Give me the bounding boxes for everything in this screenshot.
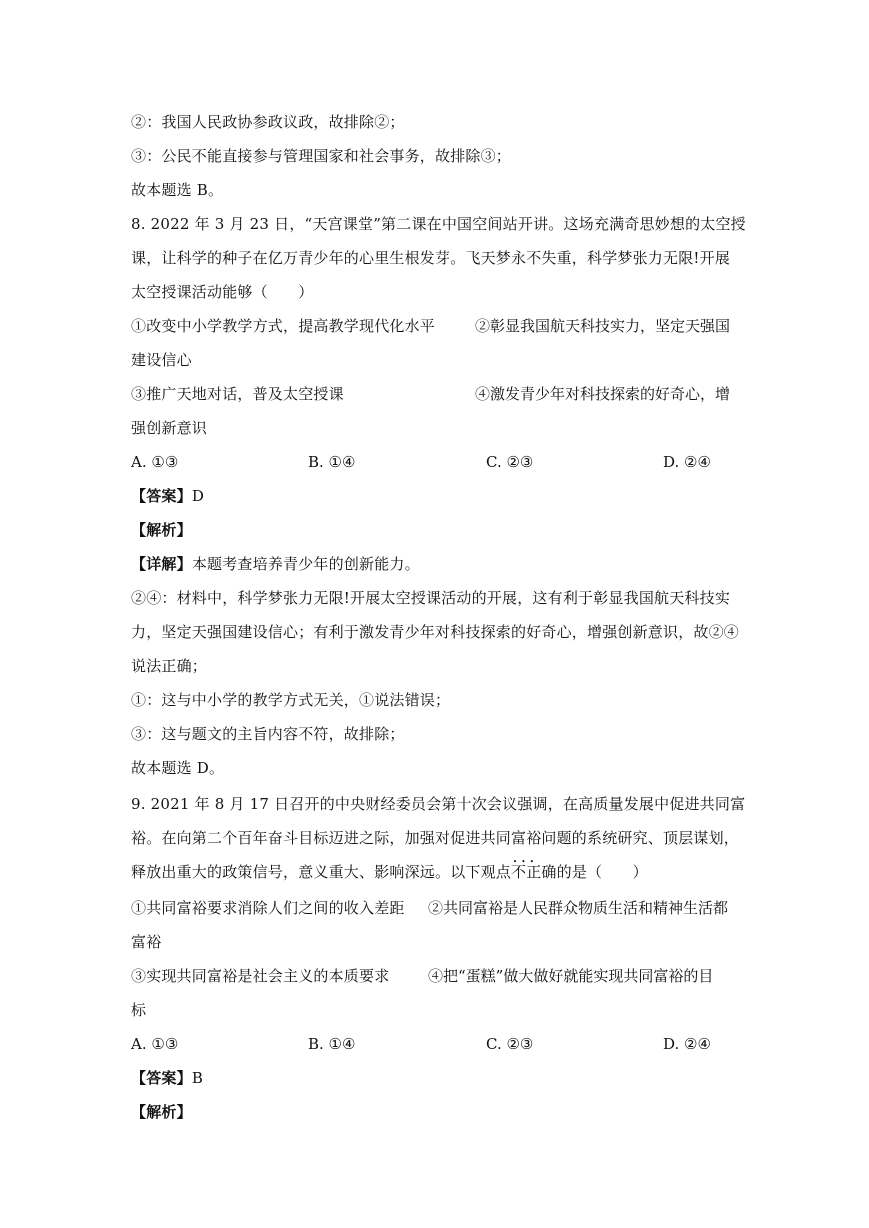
q8-stem-line: 课，让科学的种子在亿万青少年的心里生根发芽。飞天梦永不失重，科学梦张力无限!开展	[131, 249, 731, 267]
q8-explanation-line: 力，坚定天强国建设信心；有利于激发青少年对科技探索的好奇心，增强创新意识，故②④	[131, 623, 740, 641]
q9-item-4: ④把“蛋糕”做大做好就能实现共同富裕的目	[428, 967, 714, 985]
q8-option-a: A. ①③	[131, 453, 179, 471]
q8-option-b: B. ①④	[308, 453, 356, 471]
q9-option-a: A. ①③	[131, 1035, 179, 1053]
q9-item-2: ②共同富裕是人民群众物质生活和精神生活都	[428, 899, 729, 917]
q8-explanation-line: ③：这与题文的主旨内容不符，故排除；	[131, 725, 405, 743]
answer-label: 【答案】	[131, 1069, 192, 1087]
q8-stem-line: 太空授课活动能够（ ）	[131, 283, 314, 301]
q9-item-4-cont: 标	[131, 1001, 147, 1019]
q8-analysis-label: 【解析】	[131, 521, 192, 539]
answer-label: 【答案】	[131, 487, 192, 505]
detail-text: 本题考查培养青少年的创新能力。	[191, 555, 420, 573]
q9-stem-line: 裕。在向第二个百年奋斗目标迈进之际，加强对促进共同富裕问题的系统研究、顶层谋划，	[131, 829, 740, 847]
q9-item-3: ③实现共同富裕是社会主义的本质要求	[131, 967, 390, 985]
detail-label: 【详解】	[131, 555, 192, 573]
answer-value: D	[191, 487, 205, 505]
q8-conclusion: 故本题选 D。	[131, 759, 225, 777]
q7-explanation-line: ②：我国人民政协参政议政，故排除②；	[131, 113, 405, 131]
q9-option-c: C. ②③	[486, 1035, 534, 1053]
q9-item-1: ①共同富裕要求消除人们之间的收入差距	[131, 899, 405, 917]
q9-stem-line	[131, 862, 648, 882]
q9-stem-line: 9. 2021 年 8 月 17 日召开的中央财经委员会第十次会议强调，在高质量发展中促进共同富	[131, 795, 746, 813]
q8-item-4: ④激发青少年对科技探索的好奇心，增	[475, 385, 731, 403]
q7-conclusion: 故本题选 B。	[131, 181, 224, 199]
q8-item-2-cont: 建设信心	[131, 351, 192, 369]
q9-stem-text: 的是（ ）	[556, 863, 648, 881]
q8-stem-line: 8. 2022 年 3 月 23 日，“天宫课堂”第二课在中国空间站开讲。这场充满奇思妙想的太空授	[131, 215, 746, 233]
q9-item-2-cont: 富裕	[131, 933, 162, 951]
q8-item-3: ③推广天地对话，普及太空授课	[131, 385, 344, 403]
q8-detail	[131, 554, 420, 574]
q8-answer	[131, 486, 204, 506]
q9-analysis-label: 【解析】	[131, 1103, 192, 1121]
q9-option-b: B. ①④	[308, 1035, 356, 1053]
q8-explanation-line: 说法正确；	[131, 657, 208, 675]
q8-item-1: ①改变中小学教学方式，提高教学现代化水平	[131, 317, 436, 335]
q8-option-d: D. ②④	[663, 453, 711, 471]
q8-item-2: ②彰显我国航天科技实力，坚定天强国	[475, 317, 731, 335]
q8-item-4-cont: 强创新意识	[131, 419, 208, 437]
q9-stem-text: 释放出重大的政策信号，意义重大、影响深远。以下观点	[131, 863, 512, 881]
q9-option-d: D. ②④	[663, 1035, 711, 1053]
q8-explanation-line: ①：这与中小学的教学方式无关，①说法错误；	[131, 691, 451, 709]
answer-value: B	[191, 1069, 204, 1087]
q7-explanation-line: ③：公民不能直接参与管理国家和社会事务，故排除③；	[131, 147, 512, 165]
emphasis-not-correct: 不正确 • • •	[511, 862, 557, 882]
q8-explanation-line: ②④：材料中，科学梦张力无限!开展太空授课活动的开展，这有利于彰显我国航天科技实	[131, 589, 731, 607]
q9-answer	[131, 1068, 203, 1088]
q8-option-c: C. ②③	[486, 453, 534, 471]
